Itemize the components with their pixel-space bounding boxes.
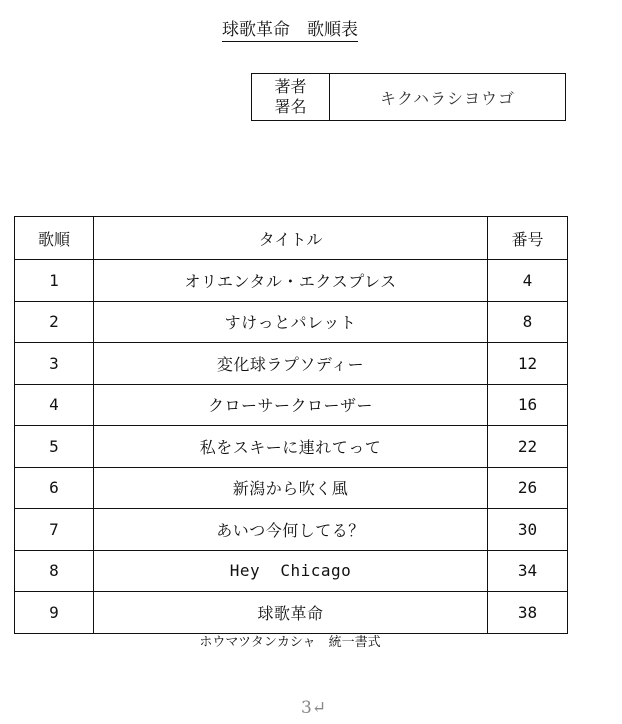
song-order: 9 xyxy=(15,592,94,634)
page-number: 3↵ xyxy=(301,698,327,718)
song-title: 球歌革命 xyxy=(94,592,488,634)
table-row xyxy=(15,301,568,343)
song-title: あいつ今何してる？ xyxy=(94,509,488,551)
footer-note: ホウマツタンカシャ 統一書式 xyxy=(199,635,381,650)
document-title: 球歌革命 歌順表 xyxy=(222,20,358,40)
song-order: 4 xyxy=(15,384,94,426)
song-order-table xyxy=(14,216,568,634)
song-title: すけっとパレット xyxy=(94,301,488,343)
song-number: 38 xyxy=(488,592,568,634)
song-number: 26 xyxy=(488,467,568,509)
song-number: 4 xyxy=(488,260,568,302)
song-order: 1 xyxy=(15,260,94,302)
song-number: 8 xyxy=(488,301,568,343)
author-label xyxy=(252,74,330,120)
song-number: 16 xyxy=(488,384,568,426)
song-number: 30 xyxy=(488,509,568,551)
song-number: 34 xyxy=(488,550,568,592)
song-title: 変化球ラプソディー xyxy=(94,343,488,385)
table-row xyxy=(15,260,568,302)
table-row xyxy=(15,467,568,509)
song-number: 12 xyxy=(488,343,568,385)
table-row xyxy=(15,343,568,385)
song-title: オリエンタル・エクスプレス xyxy=(94,260,488,302)
header-number: 番号 xyxy=(488,217,568,260)
author-box xyxy=(251,73,566,121)
author-label-line1: 著者 xyxy=(274,77,307,96)
song-number: 22 xyxy=(488,426,568,468)
table-header-row xyxy=(15,217,568,260)
table-row xyxy=(15,426,568,468)
song-order: 6 xyxy=(15,467,94,509)
song-order: 2 xyxy=(15,301,94,343)
song-title: Hey Chicago xyxy=(94,550,488,592)
author-name: キクハラシヨウゴ xyxy=(379,88,516,108)
author-label-line2: 署名 xyxy=(274,97,307,116)
header-title: タイトル xyxy=(94,217,488,260)
table-row xyxy=(15,550,568,592)
table-row xyxy=(15,509,568,551)
song-order: 5 xyxy=(15,426,94,468)
table-row xyxy=(15,592,568,634)
song-order: 3 xyxy=(15,343,94,385)
document-title-container xyxy=(0,19,580,41)
song-title: 新潟から吹く風 xyxy=(94,467,488,509)
song-title: クローサークローザー xyxy=(94,384,488,426)
table-row xyxy=(15,384,568,426)
song-order: 7 xyxy=(15,509,94,551)
header-order: 歌順 xyxy=(15,217,94,260)
song-title: 私をスキーに連れてって xyxy=(94,426,488,468)
song-order: 8 xyxy=(15,550,94,592)
